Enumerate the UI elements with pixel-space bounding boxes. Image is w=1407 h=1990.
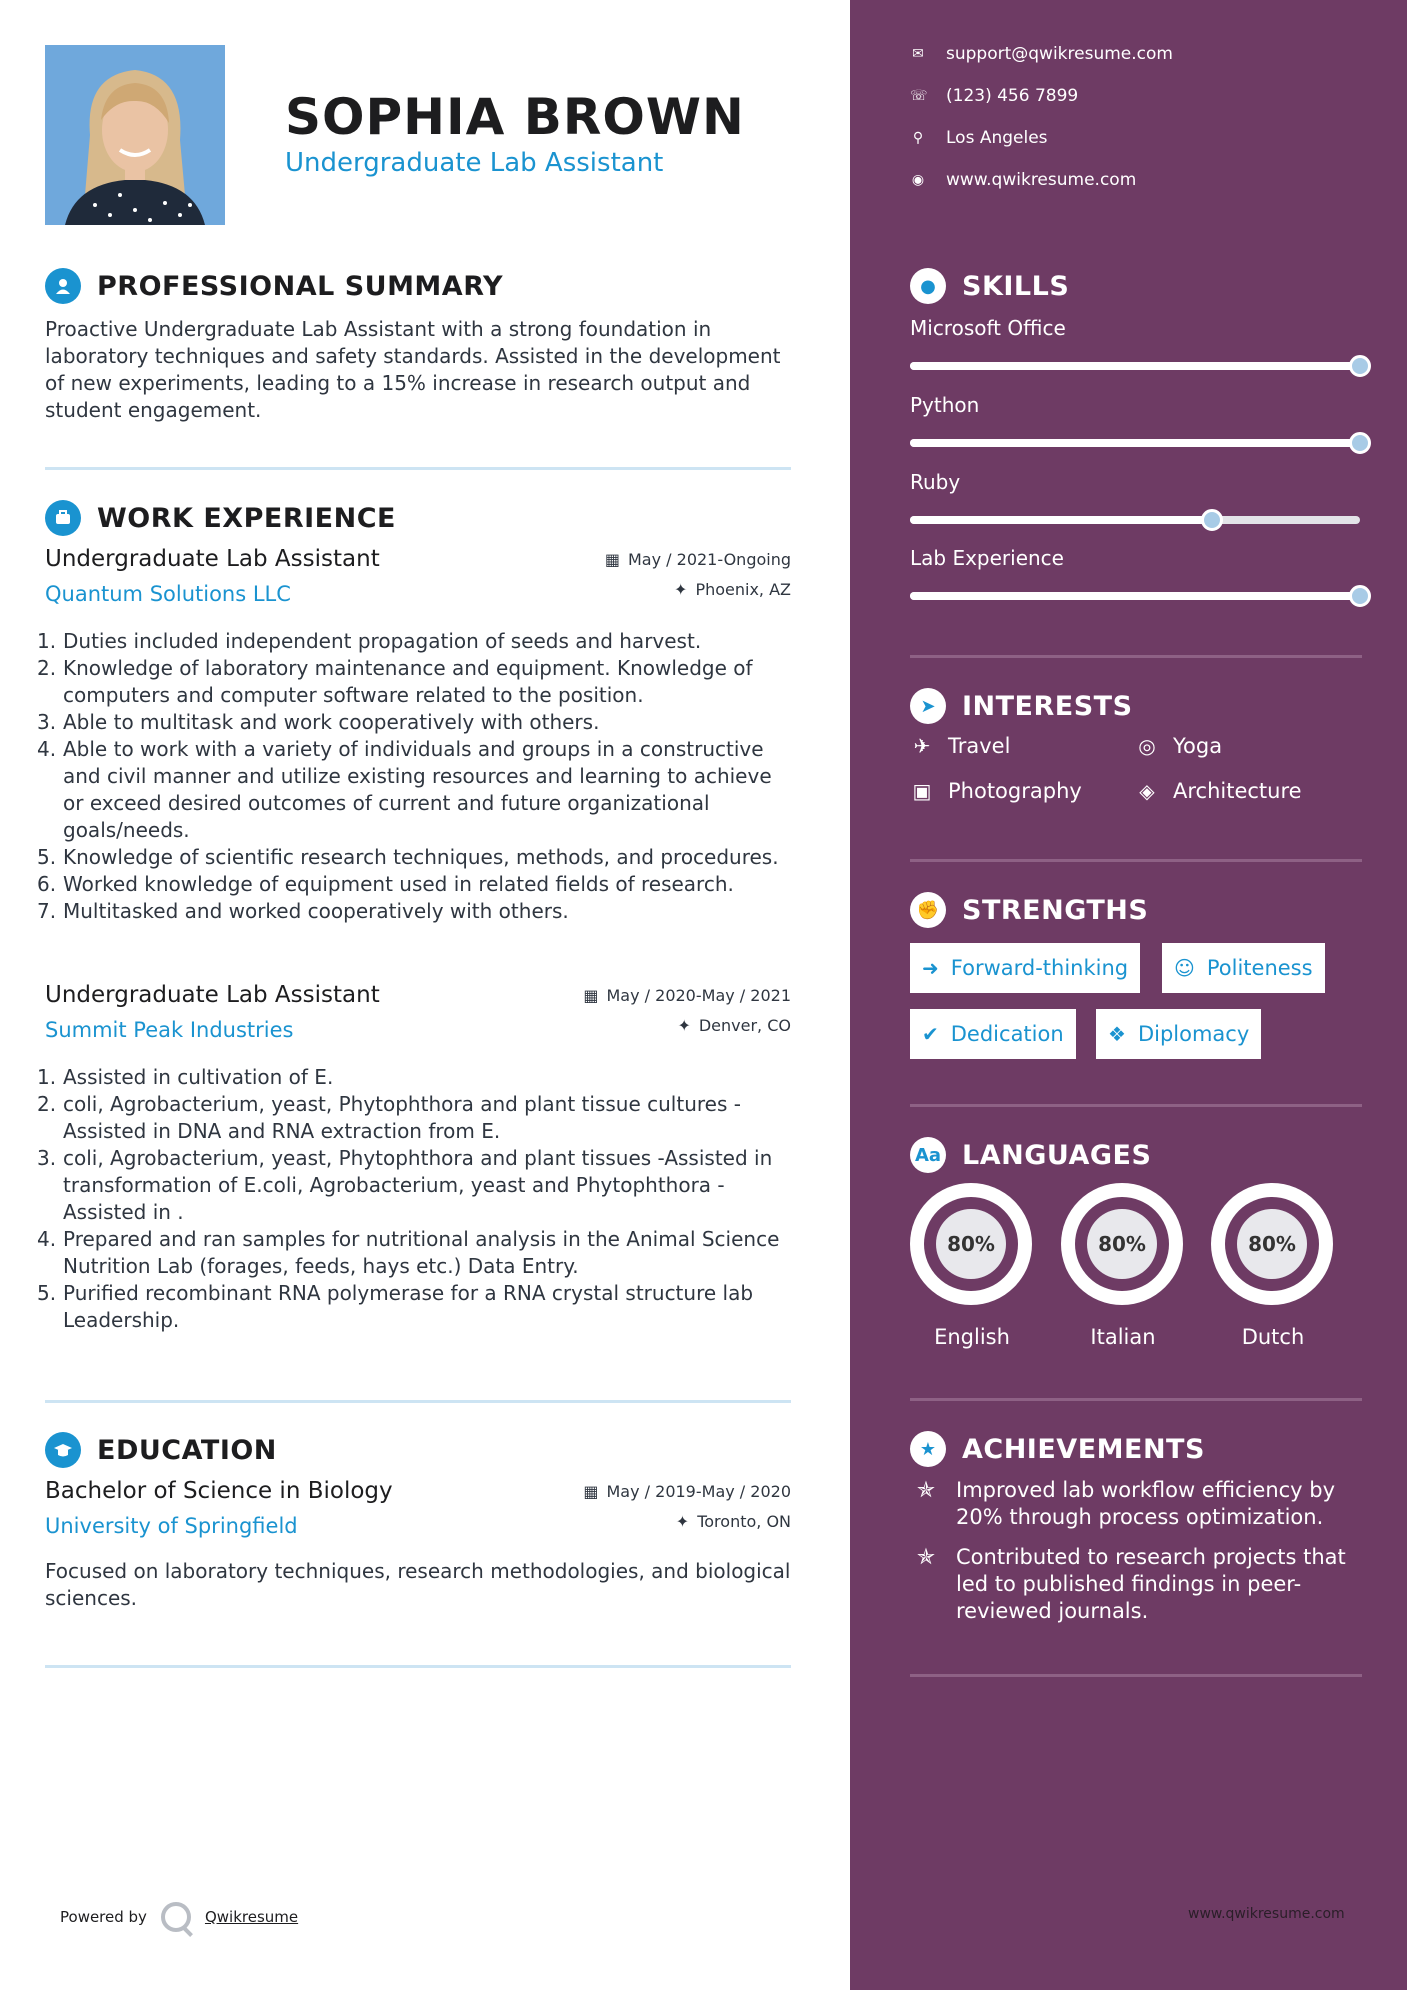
footer-url[interactable]: www.qwikresume.com [1188,1906,1345,1922]
job-company: Quantum Solutions LLC [45,582,291,606]
summary-text: Proactive Undergraduate Lab Assistant with a strong foundation in laboratory techniques and safety standards. Assisted in the development of new experiments, leading to a 15% increase in research output and student engagement. [45,317,781,422]
skill-bar [910,516,1360,524]
interest-item: ✈ Travel [910,734,1010,758]
interests-title: INTERESTS [962,690,1133,722]
envelope-icon: ✉ [912,46,924,62]
skill-bar [910,439,1360,447]
job-date: ▦ May / 2020-May / 2021 [583,985,791,1005]
candidate-name: SOPHIA BROWN [285,88,745,146]
lifebuoy-icon: ◎ [1138,734,1156,758]
skill-knob [1349,585,1371,607]
languages-title: LANGUAGES [962,1139,1152,1171]
divider [910,1104,1362,1107]
skill-label: Python [910,393,980,417]
divider [910,859,1362,862]
job-title: Undergraduate Lab Assistant [45,982,380,1008]
list-item: 3. Able to multitask and work cooperatively with others. [37,710,600,734]
education-title: EDUCATION [97,1434,277,1466]
summary-title: PROFESSIONAL SUMMARY [97,270,504,302]
list-item: 4. Able to work with a variety of individuals and groups in a constructive and civil manner and utilize existing resources and learning to achieve or exceed desired outcomes of current and future organizational goals/needs. [37,737,772,842]
calendar-icon: ▦ [583,1481,599,1501]
language-ring [1061,1183,1183,1305]
divider [910,1398,1362,1401]
brand-link[interactable]: Qwikresume [204,1908,299,1926]
achievement-item: ✯ Contributed to research projects that led to published findings in peer-reviewed journals. [910,1544,1370,1625]
contact-website[interactable]: ◉ www.qwikresume.com [911,170,1137,190]
smile-icon: ☺ [1174,956,1195,980]
interests-heading [910,688,1133,724]
experience-title: WORK EXPERIENCE [97,502,396,534]
strength-chip: ➜ Forward-thinking [910,943,1140,993]
interest-item: ◈ Architecture [1135,779,1302,803]
user-icon [45,268,81,304]
divider [45,1400,791,1403]
skill-knob [1201,509,1223,531]
language-percent: 80% [1087,1209,1157,1279]
contact-location: ⚲ Los Angeles [910,128,1048,148]
language-percent: 80% [1237,1209,1307,1279]
summary-heading [45,268,503,304]
plane-icon: ✈ [913,734,931,758]
list-item: 3. coli, Agrobacterium, yeast, Phytophthora and plant tissues -Assisted in transformation of E.coli, Agrobacterium, yeast and Phytophthora - Assisted in . [37,1146,773,1224]
school: University of Springfield [45,1514,298,1538]
education-entry [45,1478,791,1612]
calendar-icon: ▦ [583,985,599,1005]
degree: Bachelor of Science in Biology [45,1478,393,1504]
skill-bar [910,592,1360,600]
language-label: Dutch [1241,1325,1305,1349]
language-label: Italian [1090,1325,1156,1349]
paper-plane-icon: ➤ [910,688,946,724]
star-icon: ✯ [916,1478,936,1503]
list-item: 5. Purified recombinant RNA polymerase for a RNA crystal structure lab Leadership. [37,1281,754,1332]
powered-by [60,1902,298,1932]
divider [45,1665,791,1668]
sidebar [850,0,1407,1990]
language-ring [910,1183,1032,1305]
map-pin-icon: ⚲ [912,130,924,146]
job-entry [37,982,791,1334]
handshake-icon: ❖ [1108,1022,1126,1046]
interest-item: ◎ Yoga [1135,734,1222,758]
language-item [1211,1183,1335,1349]
language-label: English [934,1325,1010,1349]
profile-photo [45,45,225,225]
skill-bar [910,362,1360,370]
graduation-cap-icon [45,1432,81,1468]
language-percent: 80% [936,1209,1006,1279]
translate-icon: Aa [910,1137,946,1173]
list-item: 1. Duties included independent propagation of seeds and harvest. [37,629,702,653]
camera-icon: ▣ [912,779,932,803]
skill-item [910,470,1370,524]
experience-heading [45,500,396,536]
languages-heading [910,1137,1151,1173]
education-location: ✦ Toronto, ON [675,1511,791,1531]
list-item: 7. Multitasked and worked cooperatively with others. [37,899,569,923]
ruler-icon: ◈ [1139,779,1155,803]
skill-label: Microsoft Office [910,316,1066,340]
briefcase-icon [45,500,81,536]
star-badge-icon: ★ [910,1431,946,1467]
interest-item: ▣ Photography [910,779,1082,803]
job-company: Summit Peak Industries [45,1018,294,1042]
arrow-right-icon: ➜ [922,956,939,980]
list-item: 5. Knowledge of scientific research techniques, methods, and procedures. [37,845,779,869]
strength-chip: ❖ Diplomacy [1096,1009,1261,1059]
phone-icon: ☏ [910,88,928,104]
divider [910,1674,1362,1677]
strengths-heading [910,892,1148,928]
globe-icon: ◉ [911,172,925,188]
contact-email[interactable]: ✉ support@qwikresume.com [910,44,1173,64]
powered-by-label: Powered by [60,1908,147,1926]
skills-title: SKILLS [962,270,1070,302]
job-date: ▦ May / 2021-Ongoing [604,549,791,569]
achievements-title: ACHIEVEMENTS [962,1433,1205,1465]
language-item [910,1183,1034,1349]
list-item: 1. Assisted in cultivation of E. [37,1065,334,1089]
skill-label: Lab Experience [910,546,1064,570]
contact-phone[interactable]: ☏ (123) 456 7899 [910,86,1079,106]
skill-label: Ruby [910,470,961,494]
job-location: ✦ Phoenix, AZ [674,579,791,599]
language-item [1061,1183,1185,1349]
divider [45,467,791,470]
duty-list [37,628,791,925]
candidate-title: Undergraduate Lab Assistant [285,148,664,178]
pin-icon: ✦ [674,579,688,599]
skill-item [910,316,1370,370]
skill-knob [1349,355,1371,377]
pin-icon: ✦ [677,1015,691,1035]
list-item: 6. Worked knowledge of equipment used in related fields of research. [37,872,734,896]
job-title: Undergraduate Lab Assistant [45,546,380,572]
job-location: ✦ Denver, CO [677,1015,791,1035]
achievements-heading [910,1431,1205,1467]
achievement-item: ✯ Improved lab workflow efficiency by 20% through process optimization. [910,1477,1370,1531]
language-ring [1211,1183,1333,1305]
calendar-icon: ▦ [604,549,620,569]
strengths-title: STRENGTHS [962,894,1149,926]
duty-list [37,1064,791,1334]
list-item: 4. Prepared and ran samples for nutritional analysis in the Animal Science Nutrition Lab (forages, feeds, hays etc.) Data Entry. [37,1227,780,1278]
skill-knob [1349,432,1371,454]
check-circle-icon: ✔ [922,1022,939,1046]
skill-item [910,393,1370,447]
lightbulb-icon: ● [910,268,946,304]
skills-heading [910,268,1069,304]
job-entry [37,546,791,925]
strength-chip: ☺ Politeness [1162,943,1325,993]
qwikresume-logo-icon [161,1902,191,1932]
list-item: 2. coli, Agrobacterium, yeast, Phytophthora and plant tissue cultures - Assisted in DNA and RNA extraction from E. [37,1092,741,1143]
strength-chip: ✔ Dedication [910,1009,1076,1059]
pin-icon: ✦ [675,1511,690,1531]
skill-item [910,546,1370,600]
star-icon: ✯ [916,1545,936,1570]
education-heading [45,1432,277,1468]
divider [910,655,1362,658]
education-date: ▦ May / 2019-May / 2020 [583,1481,791,1501]
fist-icon: ✊ [910,892,946,928]
list-item: 2. Knowledge of laboratory maintenance and equipment. Knowledge of computers and computer software related to the position. [37,656,753,707]
education-description: Focused on laboratory techniques, research methodologies, and biological sciences. [45,1559,791,1610]
